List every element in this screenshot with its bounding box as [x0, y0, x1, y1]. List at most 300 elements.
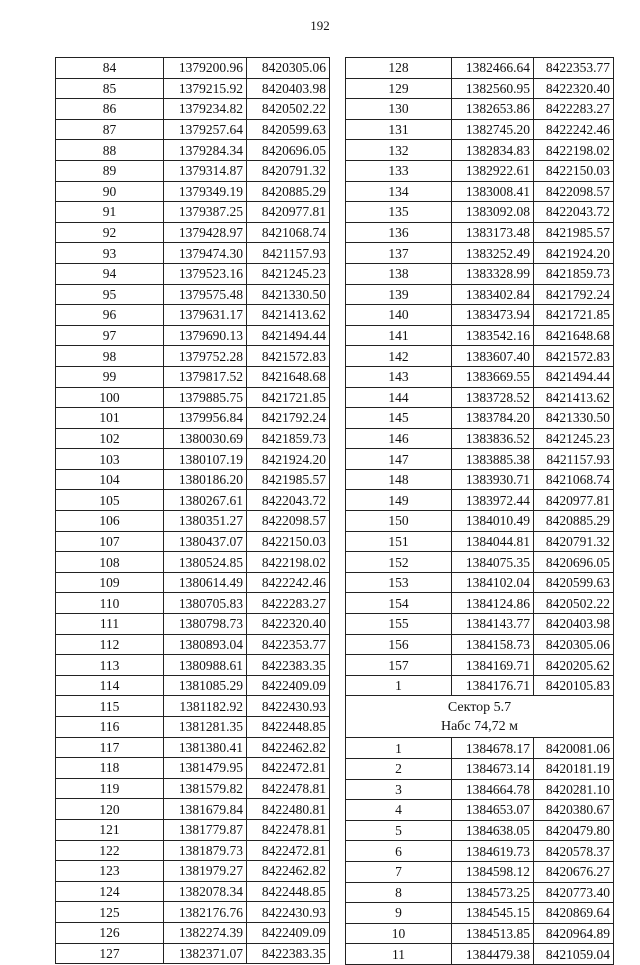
point-number-cell: 137 [346, 243, 452, 264]
table-row [56, 99, 330, 120]
point-number-cell: 141 [346, 325, 452, 346]
point-number-cell: 107 [56, 531, 164, 552]
y-coordinate-cell: 8421245.23 [534, 428, 614, 449]
y-coordinate-cell: 8422043.72 [247, 490, 330, 511]
x-coordinate-cell: 1381979.27 [164, 861, 247, 882]
y-coordinate-cell: 8422462.82 [247, 861, 330, 882]
x-coordinate-cell: 1383972.44 [452, 490, 534, 511]
x-coordinate-cell: 1379575.48 [164, 284, 247, 305]
table-row [56, 799, 330, 820]
point-number-cell: 139 [346, 284, 452, 305]
x-coordinate-cell: 1381679.84 [164, 799, 247, 820]
table-row [346, 841, 614, 862]
point-number-cell: 104 [56, 469, 164, 490]
table-row [346, 800, 614, 821]
y-coordinate-cell: 8420791.32 [247, 160, 330, 181]
y-coordinate-cell: 8422098.57 [247, 511, 330, 532]
y-coordinate-cell: 8422320.40 [247, 614, 330, 635]
table-row [56, 243, 330, 264]
x-coordinate-cell: 1383473.94 [452, 305, 534, 326]
table-row [346, 759, 614, 780]
table-row [346, 140, 614, 161]
y-coordinate-cell: 8421413.62 [247, 305, 330, 326]
point-number-cell: 90 [56, 181, 164, 202]
y-coordinate-cell: 8420105.83 [534, 675, 614, 696]
x-coordinate-cell: 1379956.84 [164, 408, 247, 429]
x-coordinate-cell: 1381182.92 [164, 696, 247, 717]
table-row [346, 325, 614, 346]
x-coordinate-cell: 1383728.52 [452, 387, 534, 408]
coordinates-table-left-body [56, 58, 330, 964]
y-coordinate-cell: 8422242.46 [247, 572, 330, 593]
x-coordinate-cell: 1384638.05 [452, 820, 534, 841]
table-row [56, 819, 330, 840]
y-coordinate-cell: 8420181.19 [534, 759, 614, 780]
y-coordinate-cell: 8420977.81 [247, 202, 330, 223]
point-number-cell: 7 [346, 861, 452, 882]
point-number-cell: 96 [56, 305, 164, 326]
table-row [346, 222, 614, 243]
y-coordinate-cell: 8420305.06 [534, 634, 614, 655]
table-row [56, 552, 330, 573]
table-row [346, 243, 614, 264]
point-number-cell: 99 [56, 366, 164, 387]
y-coordinate-cell: 8422320.40 [534, 78, 614, 99]
y-coordinate-cell: 8421494.44 [247, 325, 330, 346]
point-number-cell: 118 [56, 758, 164, 779]
table-row [346, 366, 614, 387]
y-coordinate-cell: 8420599.63 [247, 119, 330, 140]
point-number-cell: 5 [346, 820, 452, 841]
y-coordinate-cell: 8421059.04 [534, 944, 614, 965]
x-coordinate-cell: 1384664.78 [452, 779, 534, 800]
y-coordinate-cell: 8420885.29 [534, 511, 614, 532]
point-number-cell: 86 [56, 99, 164, 120]
y-coordinate-cell: 8421721.85 [534, 305, 614, 326]
table-row [56, 717, 330, 738]
x-coordinate-cell: 1383008.41 [452, 181, 534, 202]
point-number-cell: 129 [346, 78, 452, 99]
table-row [346, 655, 614, 676]
table-row [56, 881, 330, 902]
x-coordinate-cell: 1382274.39 [164, 922, 247, 943]
point-number-cell: 123 [56, 861, 164, 882]
coordinates-table-left [55, 57, 330, 964]
point-number-cell: 130 [346, 99, 452, 120]
y-coordinate-cell: 8421859.73 [247, 428, 330, 449]
y-coordinate-cell: 8422480.81 [247, 799, 330, 820]
table-row [56, 943, 330, 964]
table-row [56, 160, 330, 181]
point-number-cell: 156 [346, 634, 452, 655]
y-coordinate-cell: 8422430.93 [247, 902, 330, 923]
y-coordinate-cell: 8420081.06 [534, 738, 614, 759]
x-coordinate-cell: 1384673.14 [452, 759, 534, 780]
x-coordinate-cell: 1380030.69 [164, 428, 247, 449]
point-number-cell: 103 [56, 449, 164, 470]
table-row [346, 408, 614, 429]
x-coordinate-cell: 1379349.19 [164, 181, 247, 202]
x-coordinate-cell: 1384479.38 [452, 944, 534, 965]
point-number-cell: 135 [346, 202, 452, 223]
x-coordinate-cell: 1380705.83 [164, 593, 247, 614]
x-coordinate-cell: 1379690.13 [164, 325, 247, 346]
y-coordinate-cell: 8421413.62 [534, 387, 614, 408]
x-coordinate-cell: 1381779.87 [164, 819, 247, 840]
point-number-cell: 110 [56, 593, 164, 614]
point-number-cell: 153 [346, 572, 452, 593]
coordinates-table-right [345, 57, 614, 965]
y-coordinate-cell: 8420578.37 [534, 841, 614, 862]
point-number-cell: 136 [346, 222, 452, 243]
point-number-cell: 101 [56, 408, 164, 429]
x-coordinate-cell: 1379752.28 [164, 346, 247, 367]
table-row [346, 263, 614, 284]
point-number-cell: 106 [56, 511, 164, 532]
y-coordinate-cell: 8421330.50 [534, 408, 614, 429]
x-coordinate-cell: 1380798.73 [164, 614, 247, 635]
x-coordinate-cell: 1384678.17 [452, 738, 534, 759]
table-row [346, 511, 614, 532]
point-number-cell: 113 [56, 655, 164, 676]
y-coordinate-cell: 8420403.98 [534, 614, 614, 635]
point-number-cell: 11 [346, 944, 452, 965]
x-coordinate-cell: 1384598.12 [452, 861, 534, 882]
point-number-cell: 102 [56, 428, 164, 449]
y-coordinate-cell: 8420676.27 [534, 861, 614, 882]
table-row [346, 305, 614, 326]
table-row [56, 675, 330, 696]
table-row [346, 614, 614, 635]
y-coordinate-cell: 8420869.64 [534, 903, 614, 924]
table-row [56, 861, 330, 882]
table-row [56, 346, 330, 367]
x-coordinate-cell: 1382653.86 [452, 99, 534, 120]
point-number-cell: 109 [56, 572, 164, 593]
point-number-cell: 95 [56, 284, 164, 305]
y-coordinate-cell: 8422472.81 [247, 758, 330, 779]
point-number-cell: 127 [56, 943, 164, 964]
y-coordinate-cell: 8420977.81 [534, 490, 614, 511]
point-number-cell: 142 [346, 346, 452, 367]
point-number-cell: 157 [346, 655, 452, 676]
x-coordinate-cell: 1384102.04 [452, 572, 534, 593]
x-coordinate-cell: 1379257.64 [164, 119, 247, 140]
x-coordinate-cell: 1384573.25 [452, 882, 534, 903]
table-row [56, 202, 330, 223]
x-coordinate-cell: 1383784.20 [452, 408, 534, 429]
x-coordinate-cell: 1382466.64 [452, 58, 534, 79]
point-number-cell: 9 [346, 903, 452, 924]
point-number-cell: 121 [56, 819, 164, 840]
table-row [346, 78, 614, 99]
x-coordinate-cell: 1380893.04 [164, 634, 247, 655]
point-number-cell: 87 [56, 119, 164, 140]
table-row [56, 490, 330, 511]
point-number-cell: 131 [346, 119, 452, 140]
table-row [346, 861, 614, 882]
table-row [56, 469, 330, 490]
point-number-cell: 3 [346, 779, 452, 800]
x-coordinate-cell: 1379200.96 [164, 58, 247, 79]
x-coordinate-cell: 1384010.49 [452, 511, 534, 532]
x-coordinate-cell: 1379215.92 [164, 78, 247, 99]
point-number-cell: 152 [346, 552, 452, 573]
y-coordinate-cell: 8422242.46 [534, 119, 614, 140]
x-coordinate-cell: 1379314.87 [164, 160, 247, 181]
y-coordinate-cell: 8422283.27 [247, 593, 330, 614]
y-coordinate-cell: 8422043.72 [534, 202, 614, 223]
table-row [346, 634, 614, 655]
y-coordinate-cell: 8422478.81 [247, 778, 330, 799]
x-coordinate-cell: 1383607.40 [452, 346, 534, 367]
table-row [56, 696, 330, 717]
y-coordinate-cell: 8421859.73 [534, 263, 614, 284]
x-coordinate-cell: 1379428.97 [164, 222, 247, 243]
table-row [346, 119, 614, 140]
point-number-cell: 145 [346, 408, 452, 429]
x-coordinate-cell: 1379631.17 [164, 305, 247, 326]
table-row [56, 366, 330, 387]
y-coordinate-cell: 8422462.82 [247, 737, 330, 758]
x-coordinate-cell: 1383252.49 [452, 243, 534, 264]
x-coordinate-cell: 1380267.61 [164, 490, 247, 511]
table-row [56, 408, 330, 429]
y-coordinate-cell: 8420885.29 [247, 181, 330, 202]
y-coordinate-cell: 8422478.81 [247, 819, 330, 840]
point-number-cell: 115 [56, 696, 164, 717]
y-coordinate-cell: 8421572.83 [247, 346, 330, 367]
point-number-cell: 89 [56, 160, 164, 181]
point-number-cell: 143 [346, 366, 452, 387]
sector-header [346, 696, 614, 738]
x-coordinate-cell: 1381579.82 [164, 778, 247, 799]
x-coordinate-cell: 1383402.84 [452, 284, 534, 305]
point-number-cell: 92 [56, 222, 164, 243]
table-row [56, 758, 330, 779]
x-coordinate-cell: 1384545.15 [452, 903, 534, 924]
table-row [56, 737, 330, 758]
x-coordinate-cell: 1379885.75 [164, 387, 247, 408]
table-row [56, 119, 330, 140]
x-coordinate-cell: 1379523.16 [164, 263, 247, 284]
table-row [346, 779, 614, 800]
table-row [56, 181, 330, 202]
x-coordinate-cell: 1384124.86 [452, 593, 534, 614]
y-coordinate-cell: 8420380.67 [534, 800, 614, 821]
x-coordinate-cell: 1383669.55 [452, 366, 534, 387]
y-coordinate-cell: 8420791.32 [534, 531, 614, 552]
table-row [346, 923, 614, 944]
y-coordinate-cell: 8420502.22 [534, 593, 614, 614]
table-row [346, 552, 614, 573]
x-coordinate-cell: 1383930.71 [452, 469, 534, 490]
x-coordinate-cell: 1383092.08 [452, 202, 534, 223]
table-row [56, 511, 330, 532]
sector-title: Сектор 5.7 [447, 699, 512, 715]
sector-subtitle: Набс 74,72 м [440, 718, 519, 734]
point-number-cell: 85 [56, 78, 164, 99]
table-row [346, 181, 614, 202]
point-number-cell: 133 [346, 160, 452, 181]
point-number-cell: 154 [346, 593, 452, 614]
y-coordinate-cell: 8422409.09 [247, 922, 330, 943]
x-coordinate-cell: 1380437.07 [164, 531, 247, 552]
x-coordinate-cell: 1380107.19 [164, 449, 247, 470]
x-coordinate-cell: 1380186.20 [164, 469, 247, 490]
y-coordinate-cell: 8420696.05 [247, 140, 330, 161]
point-number-cell: 146 [346, 428, 452, 449]
x-coordinate-cell: 1379234.82 [164, 99, 247, 120]
x-coordinate-cell: 1382745.20 [452, 119, 534, 140]
x-coordinate-cell: 1380988.61 [164, 655, 247, 676]
point-number-cell: 119 [56, 778, 164, 799]
x-coordinate-cell: 1383173.48 [452, 222, 534, 243]
x-coordinate-cell: 1379817.52 [164, 366, 247, 387]
y-coordinate-cell: 8420281.10 [534, 779, 614, 800]
y-coordinate-cell: 8420502.22 [247, 99, 330, 120]
y-coordinate-cell: 8422353.77 [247, 634, 330, 655]
point-number-cell: 126 [56, 922, 164, 943]
y-coordinate-cell: 8422383.35 [247, 943, 330, 964]
table-row [56, 78, 330, 99]
table-row [346, 903, 614, 924]
point-number-cell: 144 [346, 387, 452, 408]
table-row [56, 222, 330, 243]
x-coordinate-cell: 1384513.85 [452, 923, 534, 944]
table-row [346, 593, 614, 614]
y-coordinate-cell: 8422472.81 [247, 840, 330, 861]
y-coordinate-cell: 8421572.83 [534, 346, 614, 367]
table-row [346, 202, 614, 223]
y-coordinate-cell: 8422150.03 [534, 160, 614, 181]
x-coordinate-cell: 1382371.07 [164, 943, 247, 964]
table-row [346, 572, 614, 593]
y-coordinate-cell: 8420696.05 [534, 552, 614, 573]
point-number-cell: 98 [56, 346, 164, 367]
y-coordinate-cell: 8421985.57 [534, 222, 614, 243]
point-number-cell: 84 [56, 58, 164, 79]
y-coordinate-cell: 8420773.40 [534, 882, 614, 903]
y-coordinate-cell: 8421792.24 [534, 284, 614, 305]
table-row [346, 99, 614, 120]
y-coordinate-cell: 8422198.02 [534, 140, 614, 161]
x-coordinate-cell: 1384143.77 [452, 614, 534, 635]
x-coordinate-cell: 1384619.73 [452, 841, 534, 862]
point-number-cell: 155 [346, 614, 452, 635]
x-coordinate-cell: 1382078.34 [164, 881, 247, 902]
point-number-cell: 105 [56, 490, 164, 511]
y-coordinate-cell: 8422150.03 [247, 531, 330, 552]
table-row [346, 58, 614, 79]
x-coordinate-cell: 1380351.27 [164, 511, 247, 532]
point-number-cell: 117 [56, 737, 164, 758]
point-number-cell: 94 [56, 263, 164, 284]
x-coordinate-cell: 1379387.25 [164, 202, 247, 223]
point-number-cell: 120 [56, 799, 164, 820]
coordinates-table-right-body [346, 58, 614, 965]
y-coordinate-cell: 8422383.35 [247, 655, 330, 676]
point-number-cell: 1 [346, 675, 452, 696]
table-row [56, 449, 330, 470]
x-coordinate-cell: 1383328.99 [452, 263, 534, 284]
table-row [56, 778, 330, 799]
point-number-cell: 122 [56, 840, 164, 861]
point-number-cell: 149 [346, 490, 452, 511]
x-coordinate-cell: 1381281.35 [164, 717, 247, 738]
point-number-cell: 97 [56, 325, 164, 346]
y-coordinate-cell: 8421494.44 [534, 366, 614, 387]
point-number-cell: 88 [56, 140, 164, 161]
table-row [56, 572, 330, 593]
page-number: 192 [310, 18, 330, 33]
x-coordinate-cell: 1382922.61 [452, 160, 534, 181]
table-row [56, 428, 330, 449]
table-row [346, 428, 614, 449]
y-coordinate-cell: 8421648.68 [534, 325, 614, 346]
y-coordinate-cell: 8421330.50 [247, 284, 330, 305]
point-number-cell: 111 [56, 614, 164, 635]
point-number-cell: 10 [346, 923, 452, 944]
table-row [56, 634, 330, 655]
y-coordinate-cell: 8422430.93 [247, 696, 330, 717]
x-coordinate-cell: 1380524.85 [164, 552, 247, 573]
table-row [56, 655, 330, 676]
table-row [346, 469, 614, 490]
table-row [56, 922, 330, 943]
x-coordinate-cell: 1384075.35 [452, 552, 534, 573]
table-row [346, 820, 614, 841]
y-coordinate-cell: 8422409.09 [247, 675, 330, 696]
y-coordinate-cell: 8421648.68 [247, 366, 330, 387]
y-coordinate-cell: 8422448.85 [247, 717, 330, 738]
x-coordinate-cell: 1384158.73 [452, 634, 534, 655]
table-row [346, 675, 614, 696]
point-number-cell: 150 [346, 511, 452, 532]
x-coordinate-cell: 1379474.30 [164, 243, 247, 264]
table-row [346, 882, 614, 903]
y-coordinate-cell: 8422283.27 [534, 99, 614, 120]
table-row [56, 58, 330, 79]
point-number-cell: 4 [346, 800, 452, 821]
x-coordinate-cell: 1382176.76 [164, 902, 247, 923]
x-coordinate-cell: 1384044.81 [452, 531, 534, 552]
point-number-cell: 116 [56, 717, 164, 738]
table-row [56, 140, 330, 161]
y-coordinate-cell: 8421792.24 [247, 408, 330, 429]
x-coordinate-cell: 1384653.07 [452, 800, 534, 821]
table-row [346, 284, 614, 305]
point-number-cell: 148 [346, 469, 452, 490]
x-coordinate-cell: 1383885.38 [452, 449, 534, 470]
point-number-cell: 138 [346, 263, 452, 284]
point-number-cell: 108 [56, 552, 164, 573]
y-coordinate-cell: 8421068.74 [247, 222, 330, 243]
x-coordinate-cell: 1384176.71 [452, 675, 534, 696]
y-coordinate-cell: 8421157.93 [534, 449, 614, 470]
y-coordinate-cell: 8420964.89 [534, 923, 614, 944]
point-number-cell: 125 [56, 902, 164, 923]
x-coordinate-cell: 1382560.95 [452, 78, 534, 99]
y-coordinate-cell: 8420599.63 [534, 572, 614, 593]
y-coordinate-cell: 8421068.74 [534, 469, 614, 490]
table-row [346, 531, 614, 552]
table-row [346, 449, 614, 470]
table-row [346, 490, 614, 511]
point-number-cell: 2 [346, 759, 452, 780]
x-coordinate-cell: 1384169.71 [452, 655, 534, 676]
x-coordinate-cell: 1382834.83 [452, 140, 534, 161]
